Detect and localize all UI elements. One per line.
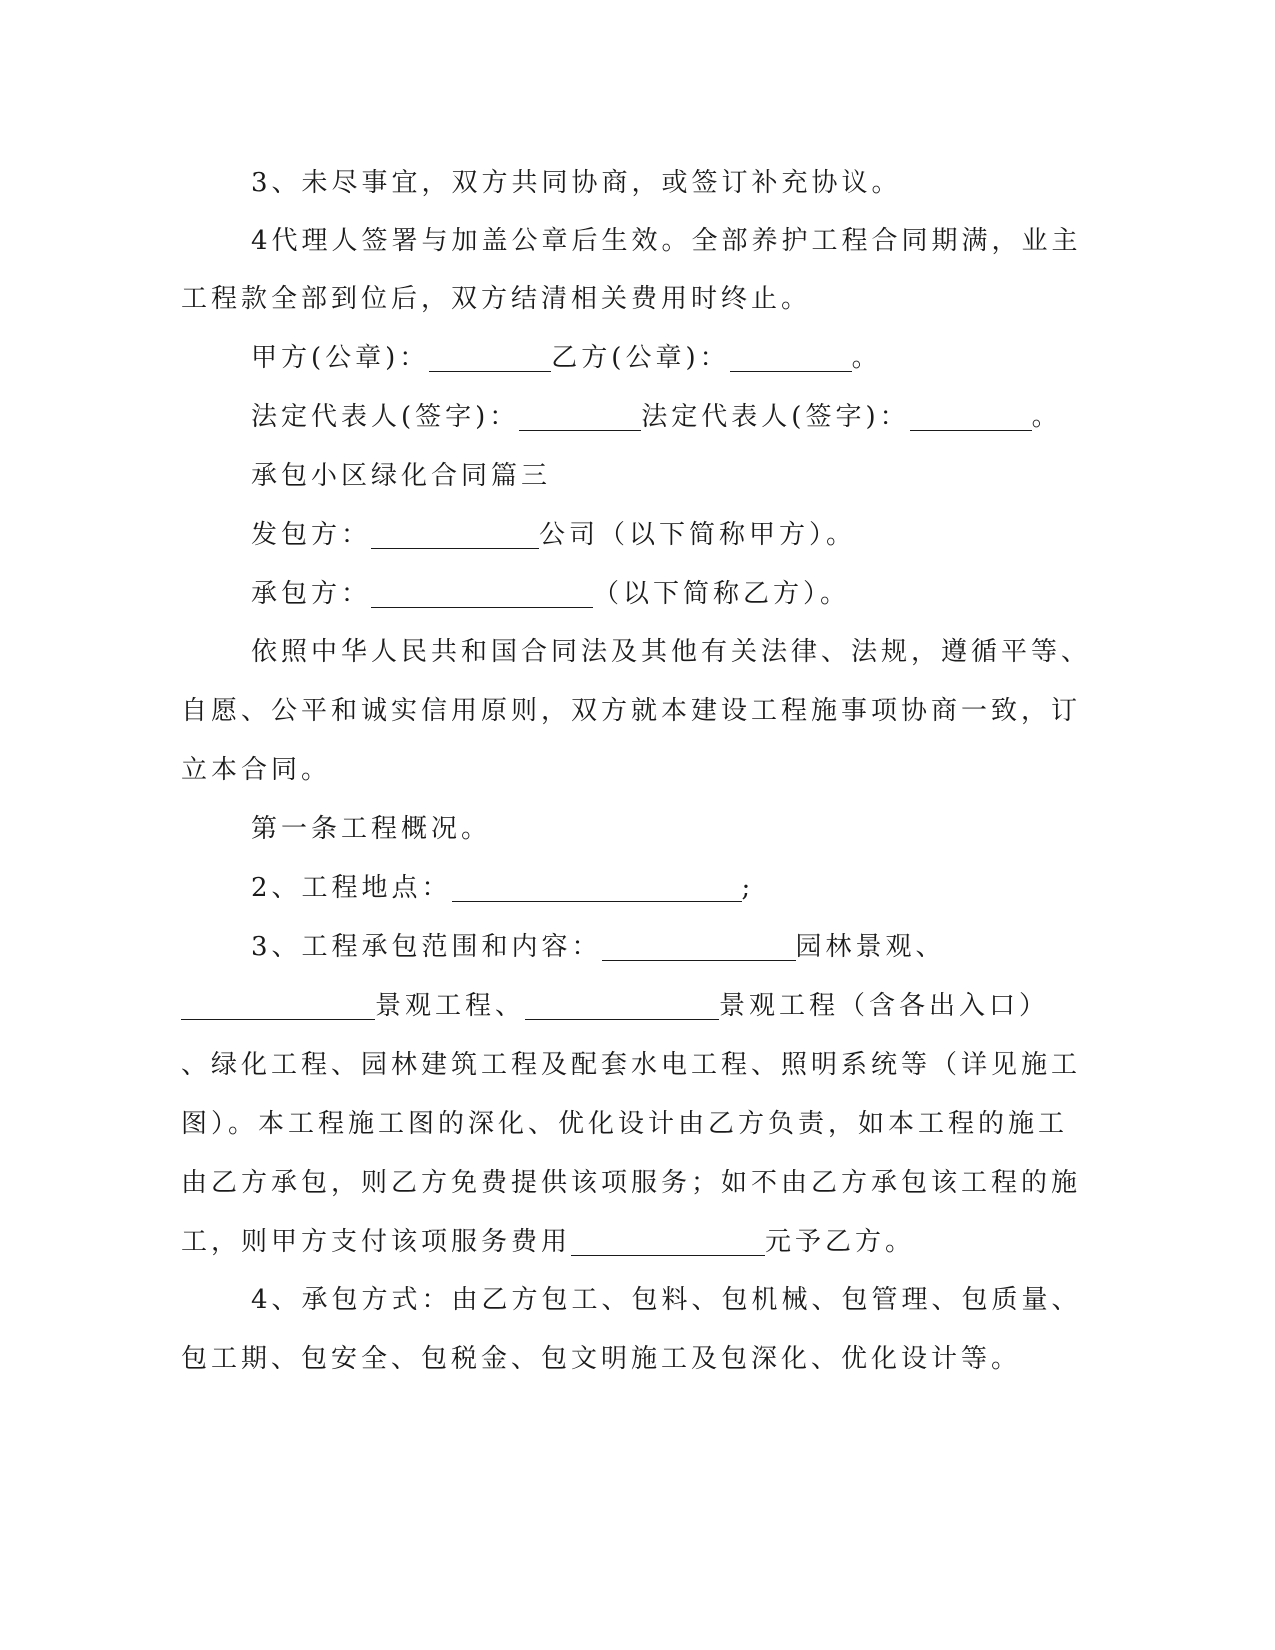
- seal-line-end: 。: [851, 343, 882, 373]
- scope-line-3: 、绿化工程、园林建筑工程及配套水电工程、照明系统等（详见施工: [181, 1050, 1082, 1080]
- party-b-rep-label: 法定代表人(签字)：: [641, 402, 910, 432]
- project-location-label: 2、工程地点：: [251, 873, 452, 903]
- service-fee-blank: [571, 1231, 765, 1256]
- scope-line-6: [181, 1225, 915, 1259]
- scope-label: 3、工程承包范围和内容：: [251, 932, 602, 962]
- contractee-blank: [371, 583, 593, 608]
- party-a-seal-blank: [429, 347, 551, 372]
- service-fee-suffix: 元予乙方。: [765, 1227, 916, 1257]
- preamble-line-2: 自愿、公平和诚实信用原则，双方就本建设工程施事项协商一致，订: [181, 696, 1082, 726]
- party-a-rep-label: 法定代表人(签字)：: [251, 402, 520, 432]
- service-fee-text: 工，则甲方支付该项服务费用: [181, 1227, 572, 1257]
- party-a-rep-blank: [519, 406, 641, 431]
- scope-line-2: [181, 989, 1049, 1023]
- contractee-suffix: （以下简称乙方）。: [593, 579, 851, 609]
- contractor-label: 发包方：: [251, 520, 372, 550]
- rep-line-end: 。: [1031, 402, 1062, 432]
- scope-line-4: 图）。本工程施工图的深化、优化设计由乙方负责，如本工程的施工: [181, 1109, 1069, 1139]
- preamble-line-1: 依照中华人民共和国合同法及其他有关法律、法规，遵循平等、: [251, 637, 1092, 667]
- project-location-end: ;: [741, 873, 755, 903]
- contractor-suffix: 公司（以下简称甲方）。: [539, 520, 857, 550]
- preamble-line-3: 立本合同。: [181, 755, 332, 785]
- clause-3-text: 3、未尽事宜，双方共同协商，或签订补充协议。: [251, 168, 902, 198]
- section-heading: 承包小区绿化合同篇三: [251, 461, 552, 491]
- contract-method-line-2: 包工期、包安全、包税金、包文明施工及包深化、优化设计等。: [181, 1344, 1022, 1374]
- scope-line-1: [251, 930, 946, 964]
- clause-4-line-1: 4代理人签署与加盖公章后生效。全部养护工程合同期满，业主: [251, 226, 1082, 256]
- project-location-blank: [452, 877, 742, 902]
- party-a-seal-label: 甲方(公章)：: [251, 343, 430, 373]
- party-b-seal-blank: [730, 347, 852, 372]
- contractee-line: [251, 577, 850, 611]
- clause-4-line-2: 工程款全部到位后，双方结清相关费用时终止。: [181, 284, 812, 314]
- scope-text-1: 园林景观、: [795, 932, 946, 962]
- scope-blank-3: [525, 995, 719, 1020]
- article-1-heading: 第一条工程概况。: [251, 814, 492, 844]
- contract-method-line-1: 4、承包方式：由乙方包工、包料、包机械、包管理、包质量、: [251, 1285, 1082, 1315]
- project-location-line: [251, 871, 754, 905]
- scope-text-3: 景观工程（含各出入口）: [719, 991, 1050, 1021]
- scope-text-2: 景观工程、: [375, 991, 526, 1021]
- party-seal-line: [251, 341, 882, 375]
- party-b-seal-label: 乙方(公章)：: [551, 343, 730, 373]
- scope-blank-2: [181, 995, 375, 1020]
- contractee-label: 承包方：: [251, 579, 372, 609]
- scope-blank-1: [602, 936, 796, 961]
- legal-rep-signature-line: [251, 400, 1062, 434]
- contractor-line: [251, 518, 856, 552]
- scope-line-5: 由乙方承包，则乙方免费提供该项服务；如不由乙方承包该工程的施: [181, 1168, 1082, 1198]
- contractor-blank: [371, 524, 539, 549]
- party-b-rep-blank: [910, 406, 1032, 431]
